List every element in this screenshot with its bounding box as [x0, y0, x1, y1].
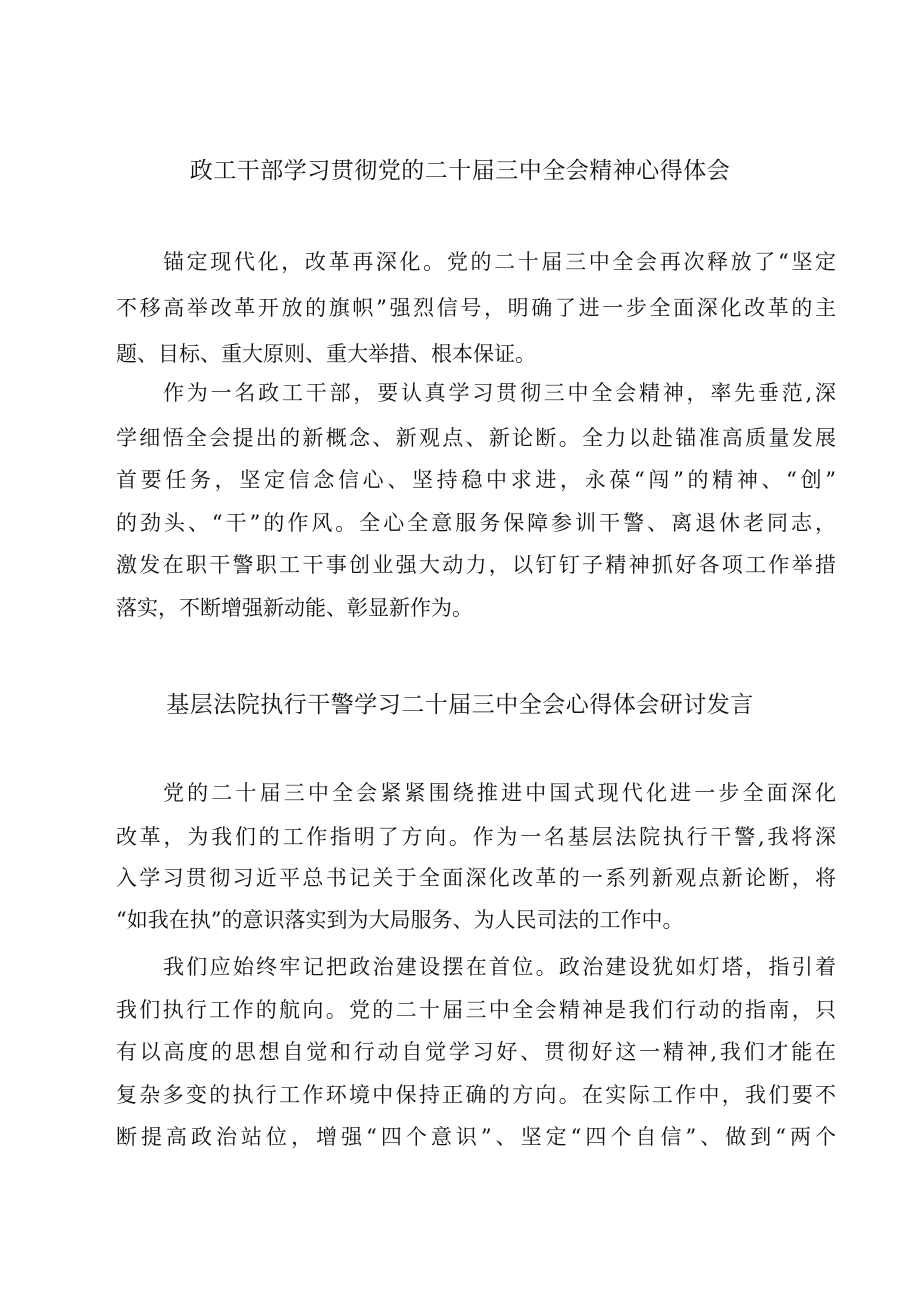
article-2-line: 断提高政治站位，增强“四个意识”、坚定“四个自信”、做到“两个 [116, 1125, 836, 1149]
article-1-line: 的劲头、“干”的作风。全心全意服务保障参训干警、离退休老同志， [116, 511, 836, 535]
article-2-line: 党的二十届三中全会紧紧围绕推进中国式现代化进一步全面深化 [163, 781, 836, 805]
article-1-line: 落实，不断增强新动能、彰显新作为。 [116, 596, 473, 620]
article-2-line: “如我在执”的意识落实到为大局服务、为人民司法的工作中。 [116, 908, 684, 932]
article-2-title: 基层法院执行干警学习二十届三中全会心得体会研讨发言 [166, 692, 754, 718]
article-1-line: 锚定现代化，改革再深化。党的二十届三中全会再次释放了“坚定 [163, 250, 836, 274]
article-2-line: 我们应始终牢记把政治建设摆在首位。政治建设犹如灯塔，指引着 [163, 955, 836, 979]
article-1-line: 作为一名政工干部，要认真学习贯彻三中全会精神，率先垂范,深 [163, 381, 836, 405]
article-2-line: 入学习贯彻习近平总书记关于全面深化改革的一系列新观点新论断，将 [116, 866, 836, 890]
article-2-line: 改革，为我们的工作指明了方向。作为一名基层法院执行干警,我将深 [116, 825, 836, 849]
article-1-line: 激发在职干警职工干事创业强大动力，以钉钉子精神抓好各项工作举措 [116, 553, 836, 577]
article-2-line: 有以高度的思想自觉和行动自觉学习好、贯彻好这一精神,我们才能在 [116, 1040, 836, 1064]
article-2-line: 我们执行工作的航向。党的二十届三中全会精神是我们行动的指南，只 [116, 998, 836, 1022]
article-1-line: 不移高举改革开放的旗帜”强烈信号，明确了进一步全面深化改革的主 [116, 296, 836, 320]
article-1-title: 政工干部学习贯彻党的二十届三中全会精神心得体会 [189, 158, 731, 184]
article-1-line: 学细悟全会提出的新概念、新观点、新论断。全力以赴锚准高质量发展 [116, 426, 836, 450]
article-2-line: 复杂多变的执行工作环境中保持正确的方向。在实际工作中，我们要不 [116, 1083, 836, 1107]
article-1-line: 首要任务，坚定信念信心、坚持稳中求进，永葆“闯”的精神、“创” [116, 468, 836, 492]
article-1-line: 题、目标、重大原则、重大举措、根本保证。 [116, 342, 536, 366]
